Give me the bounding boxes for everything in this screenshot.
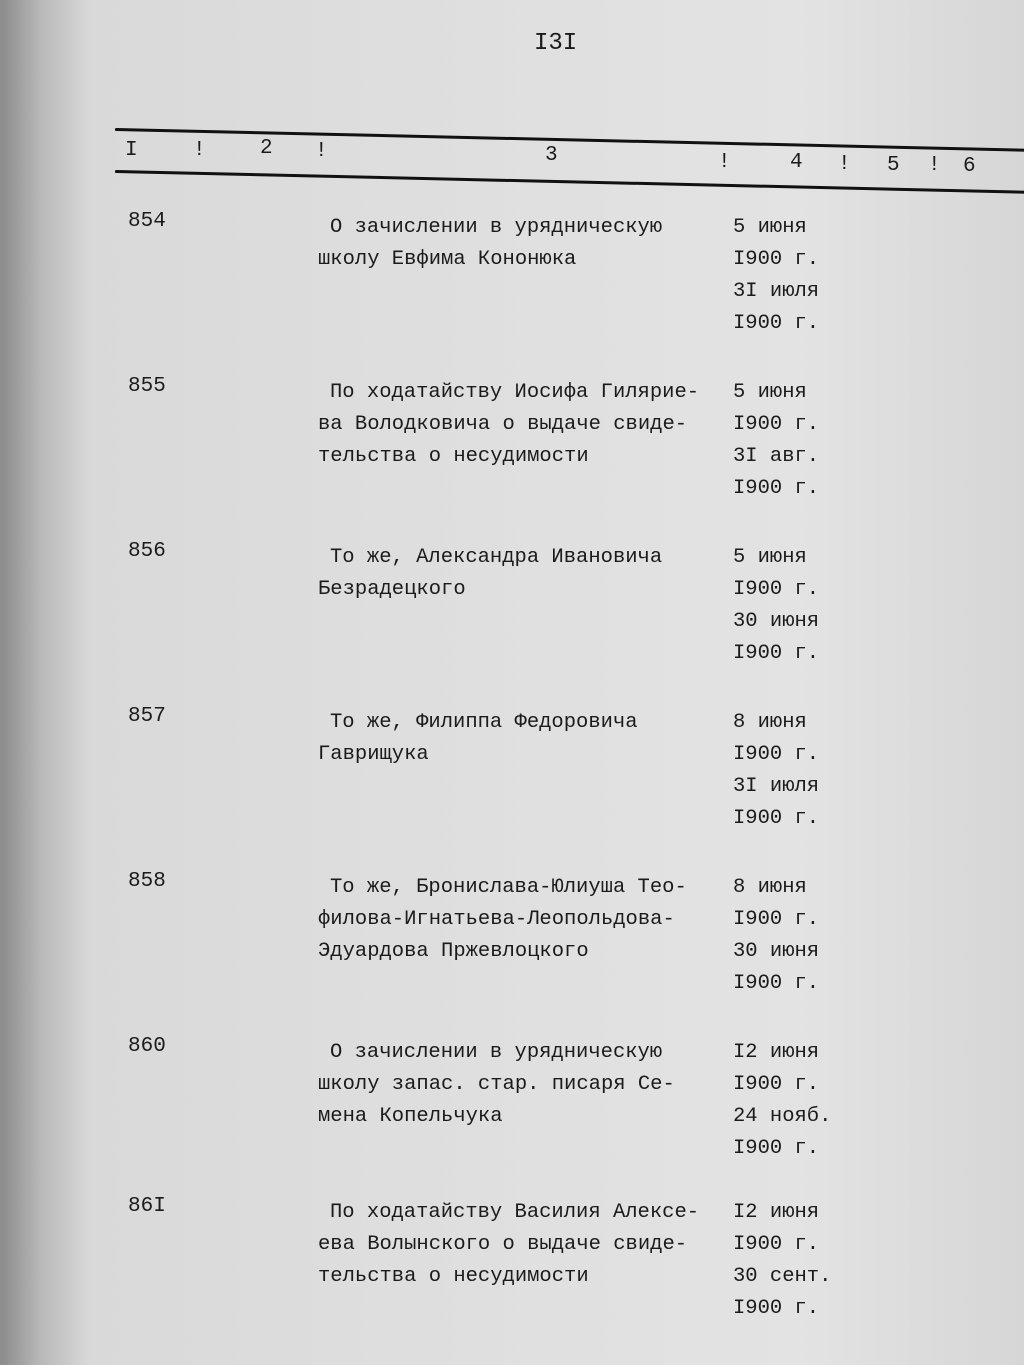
entry-description — [318, 1037, 675, 1133]
description-line: тельства о несудимости — [318, 1265, 589, 1288]
list-item — [0, 210, 1024, 360]
entry-number: 855 — [128, 375, 166, 398]
date-line: 3I авг. — [733, 445, 820, 468]
description-line: филова-Игнатьева-Леопольдова- — [318, 908, 675, 931]
description-line: То же, Бронислава-Юлиуша Тео- — [330, 876, 687, 899]
entry-dates — [733, 1037, 831, 1165]
date-line: I900 г. — [733, 743, 820, 766]
entry-description — [318, 872, 687, 968]
description-line: школу запас. стар. писаря Се- — [318, 1073, 675, 1096]
column-separator: ! — [315, 140, 328, 163]
date-line: 30 июня — [733, 610, 820, 633]
date-line: I2 июня — [733, 1201, 820, 1224]
date-line: I900 г. — [733, 1297, 820, 1320]
description-line: По ходатайству Иосифа Гилярие- — [330, 381, 700, 404]
list-item — [0, 1195, 1024, 1345]
date-line: 8 июня — [733, 876, 807, 899]
entry-dates — [733, 707, 819, 835]
entry-number: 86I — [128, 1195, 166, 1218]
description-line: тельства о несудимости — [318, 445, 589, 468]
column-1-label: I — [125, 139, 138, 162]
list-item — [0, 705, 1024, 855]
description-line: ва Володковича о выдаче свиде- — [318, 413, 688, 436]
date-line: I2 июня — [733, 1041, 820, 1064]
description-line: Гаврищука — [318, 743, 429, 766]
date-line: I900 г. — [733, 972, 820, 995]
description-line: Эдуардова Пржевлоцкого — [318, 940, 589, 963]
date-line: 5 июня — [733, 546, 807, 569]
description-line: О зачислении в урядническую — [330, 216, 663, 239]
date-line: I900 г. — [733, 807, 820, 830]
entry-description — [318, 707, 638, 771]
description-line: То же, Александра Ивановича — [330, 546, 663, 569]
date-line: I900 г. — [733, 1073, 820, 1096]
date-line: I900 г. — [733, 908, 820, 931]
description-line: ева Волынского о выдаче свиде- — [318, 1233, 688, 1256]
date-line: 5 июня — [733, 381, 807, 404]
date-line: I900 г. — [733, 413, 820, 436]
description-line: О зачислении в урядническую — [330, 1041, 663, 1064]
date-line: I900 г. — [733, 1233, 820, 1256]
list-item — [0, 1035, 1024, 1185]
entry-dates — [733, 1197, 831, 1325]
entry-description — [318, 377, 699, 473]
column-2-label: 2 — [260, 137, 273, 160]
date-line: I900 г. — [733, 248, 820, 271]
description-line: мена Копельчука — [318, 1105, 503, 1128]
column-separator: ! — [718, 151, 731, 174]
list-item — [0, 540, 1024, 690]
description-line: школу Евфима Кононюка — [318, 248, 577, 271]
date-line: 24 нояб. — [733, 1105, 832, 1128]
entry-number: 858 — [128, 870, 166, 893]
entry-description — [318, 542, 662, 606]
description-line: По ходатайству Василия Алексе- — [330, 1201, 700, 1224]
date-line: I900 г. — [733, 1137, 820, 1160]
description-line: Безрадецкого — [318, 578, 466, 601]
entry-description — [318, 1197, 699, 1293]
date-line: 5 июня — [733, 216, 807, 239]
column-separator: ! — [193, 139, 206, 162]
date-line: 3I июля — [733, 280, 820, 303]
column-4-label: 4 — [790, 151, 803, 174]
entry-description — [318, 212, 662, 276]
header-top-rule — [115, 128, 1024, 152]
column-5-label: 5 — [887, 154, 900, 177]
entry-number: 857 — [128, 705, 166, 728]
date-line: I900 г. — [733, 642, 820, 665]
date-line: I900 г. — [733, 312, 820, 335]
page-number: I3I — [534, 30, 578, 57]
entry-number: 856 — [128, 540, 166, 563]
description-line: То же, Филиппа Федоровича — [330, 711, 638, 734]
entry-dates — [733, 377, 819, 505]
date-line: I900 г. — [733, 477, 820, 500]
entry-number: 854 — [128, 210, 166, 233]
entry-dates — [733, 542, 819, 670]
date-line: I900 г. — [733, 578, 820, 601]
list-item — [0, 870, 1024, 1020]
date-line: 30 июня — [733, 940, 820, 963]
list-item — [0, 375, 1024, 525]
entry-dates — [733, 212, 819, 340]
column-3-label: 3 — [545, 144, 558, 167]
column-6-label: 6 — [963, 155, 976, 178]
entry-dates — [733, 872, 819, 1000]
date-line: 8 июня — [733, 711, 807, 734]
date-line: 3I июля — [733, 775, 820, 798]
column-separator: ! — [838, 153, 851, 176]
date-line: 30 сент. — [733, 1265, 832, 1288]
column-separator: ! — [928, 154, 941, 177]
entry-number: 860 — [128, 1035, 166, 1058]
